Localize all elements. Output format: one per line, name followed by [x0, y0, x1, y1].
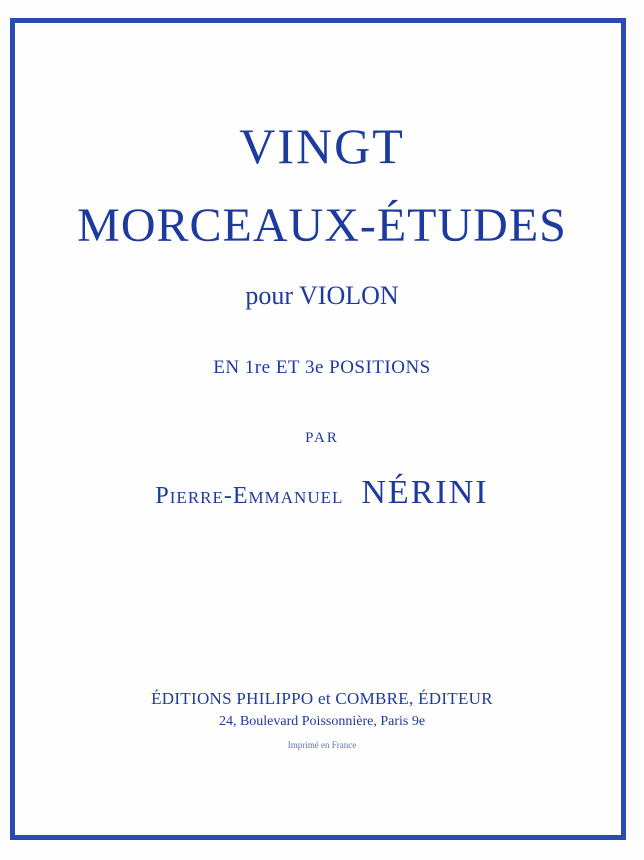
publisher-address: 24, Boulevard Poissonnière, Paris 9e — [218, 714, 426, 729]
composer-first-name: Pierre-Emmanuel — [155, 483, 344, 509]
title-line-2: MORCEAUX-ÉTUDES — [77, 199, 567, 252]
publisher-line: ÉDITIONS PHILIPPO et COMBRE, ÉDITEUR — [151, 689, 493, 708]
subtitle-instrument: pour VIOLON — [245, 281, 399, 310]
positions-line: EN 1re ET 3e POSITIONS — [213, 357, 431, 378]
title-line-1: VINGT — [239, 118, 405, 174]
composer-last-name: NÉRINI — [361, 474, 489, 511]
printed-in-note: Imprimé en France — [287, 740, 357, 750]
composer-name — [0, 476, 644, 513]
by-label: PAR — [305, 430, 339, 446]
